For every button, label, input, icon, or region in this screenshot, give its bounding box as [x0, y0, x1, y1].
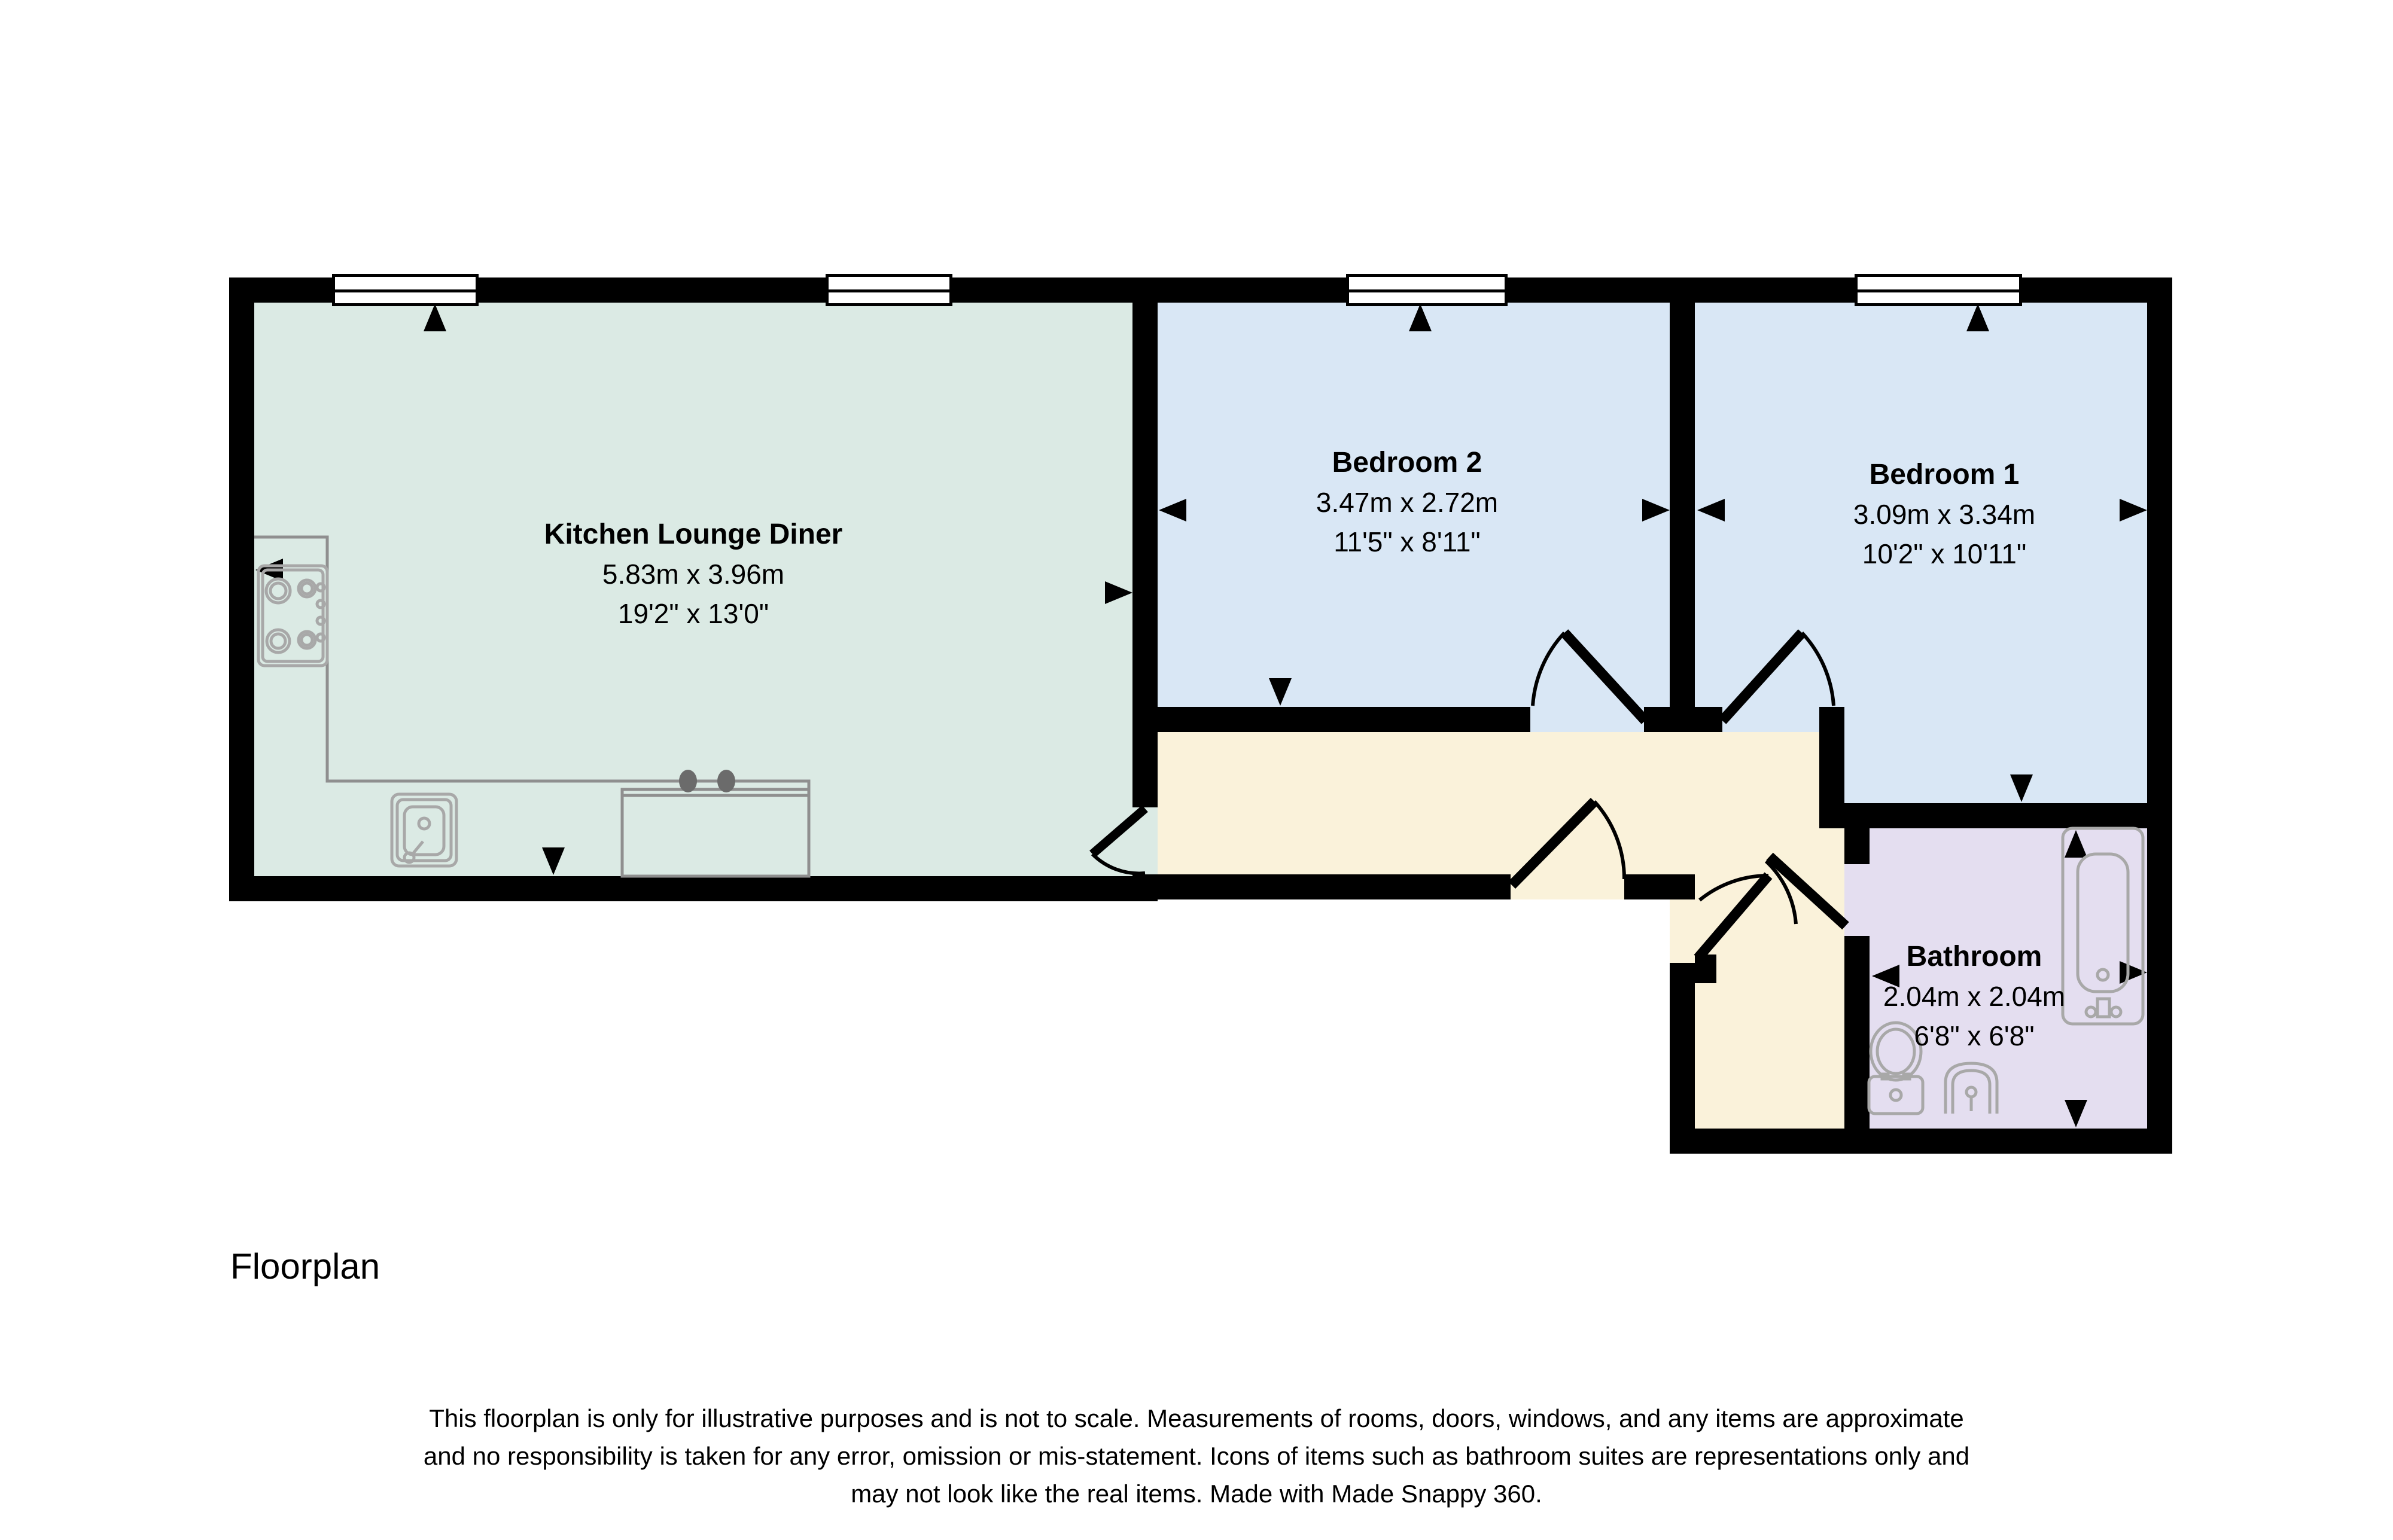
bathroom-label	[1883, 937, 2065, 1056]
hallway-side-door-arc	[1698, 876, 1768, 958]
bathtub-icon	[2063, 828, 2143, 1024]
hob-icon	[258, 566, 327, 666]
bedroom2-door-arc	[1533, 633, 1645, 721]
bedroom1-size-imperial: 10'2" x 10'11"	[1862, 538, 2027, 569]
bathroom-name: Bathroom	[1906, 941, 2042, 972]
bedroom1-label	[1853, 455, 2035, 574]
entrance-door-arc	[1512, 801, 1624, 885]
bedroom2-name: Bedroom 2	[1332, 447, 1482, 478]
bathroom-door-arc	[1766, 856, 1846, 926]
kitchen-label	[544, 515, 843, 633]
disclaimer-line-3: may not look like the real items. Made with Made Snappy 360.	[851, 1480, 1542, 1508]
kitchen-door-arc	[1092, 809, 1145, 873]
disclaimer-line-1: This floorplan is only for illustrative purposes and is not to scale. Measurements of rooms, doors, windows, and any items are approximate	[429, 1404, 1964, 1432]
appliance-unit-icon	[622, 770, 809, 876]
bathroom-size-metric: 2.04m x 2.04m	[1883, 981, 2066, 1012]
kitchen-size-imperial: 19'2" x 13'0"	[617, 598, 769, 629]
bedroom2-size-metric: 3.47m x 2.72m	[1316, 487, 1499, 518]
sink-icon	[392, 794, 456, 866]
bedroom2-size-imperial: 11'5" x 8'11"	[1333, 526, 1481, 557]
disclaimer-line-2: and no responsibility is taken for any error, omission or mis-statement. Icons of items such as bathroom suites are representations only and	[423, 1442, 1970, 1470]
page-title: Floorplan	[230, 1246, 380, 1286]
basin-icon	[1946, 1063, 1997, 1114]
bedroom1-door-arc	[1722, 633, 1834, 721]
bedroom2-label	[1316, 443, 1498, 562]
kitchen-name: Kitchen Lounge Diner	[544, 519, 843, 550]
kitchen-size-metric: 5.83m x 3.96m	[602, 559, 785, 590]
bedroom1-name: Bedroom 1	[1869, 459, 2020, 490]
bedroom1-size-metric: 3.09m x 3.34m	[1853, 499, 2036, 530]
bathroom-size-imperial: 6'8" x 6'8"	[1914, 1020, 2035, 1051]
disclaimer-text	[424, 1399, 1969, 1512]
